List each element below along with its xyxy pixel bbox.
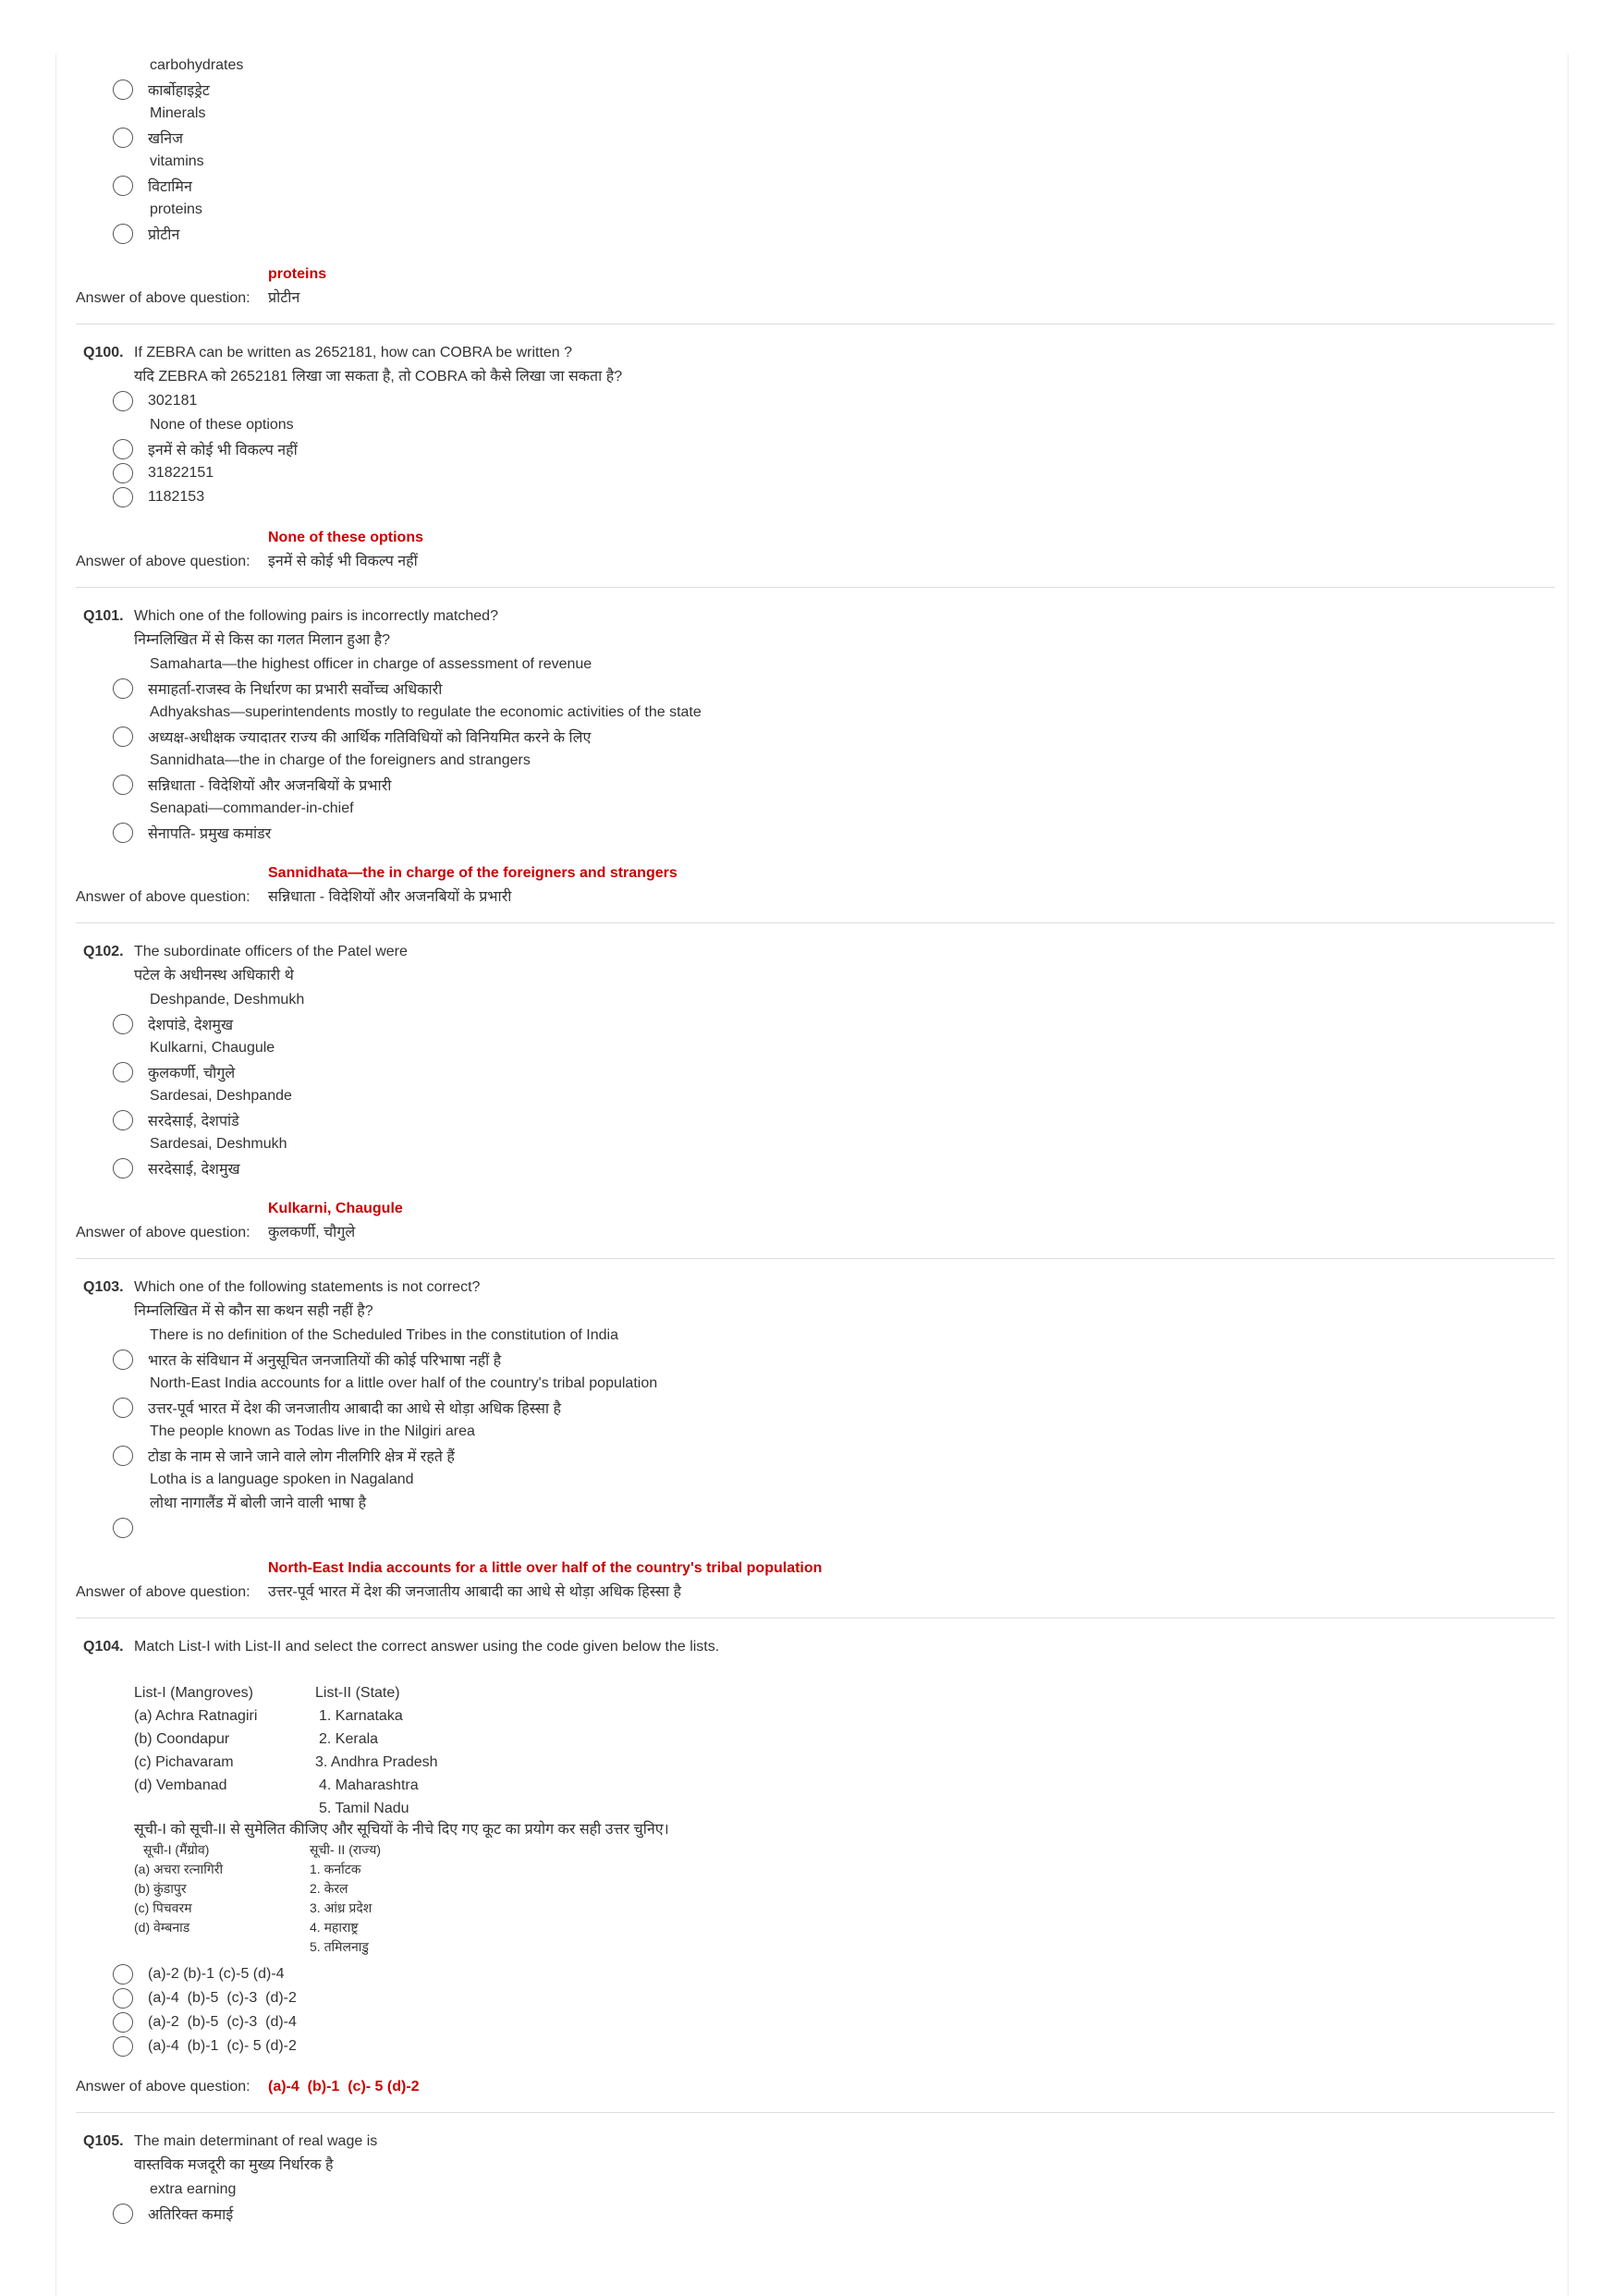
question-text-en: If ZEBRA can be written as 2652181, how can COBRA be written ? [134, 345, 573, 360]
option-row[interactable] [113, 1012, 1555, 1036]
option-hi: भारत के संविधान में अनुसूचित जनजातियों की कोई परिभाषा नहीं है [148, 1353, 502, 1369]
option-en: (a)-4 (b)-1 (c)- 5 (d)-2 [148, 2038, 297, 2054]
question-number: Q101. [83, 608, 124, 624]
option-row[interactable] [113, 2034, 1555, 2058]
answer-en: Kulkarni, Chaugule [268, 1201, 403, 1216]
divider [76, 2112, 1555, 2113]
radio-button[interactable] [113, 823, 133, 843]
option-en: (a)-2 (b)-5 (c)-3 (d)-4 [148, 2014, 297, 2030]
option-row[interactable] [113, 174, 1555, 198]
option-row[interactable] [113, 126, 1555, 150]
radio-button[interactable] [113, 463, 133, 483]
option-en: North-East India accounts for a little over half of the country's tribal population [150, 1375, 658, 1391]
option-en: The people known as Todas live in the Nilgiri area [150, 1423, 475, 1439]
option-hi: प्रोटीन [148, 227, 180, 243]
question-103 [76, 1276, 1555, 1605]
answer-label: Answer of above question: [76, 1584, 250, 1600]
option-row[interactable] [113, 773, 1555, 797]
answer-label: Answer of above question: [76, 554, 250, 569]
option-en: Adhyakshas—superintendents mostly to regulate the economic activities of the state [150, 704, 702, 720]
radio-button[interactable] [113, 1014, 133, 1034]
option-hi: सेनापति- प्रमुख कमांडर [148, 826, 272, 842]
list2-item: 1. कर्नाटक [310, 1862, 361, 1876]
radio-button[interactable] [113, 1964, 133, 1985]
list2-item: 5. तमिलनाडु [310, 1939, 369, 1954]
option-en: (a)-2 (b)-1 (c)-5 (d)-4 [148, 1966, 285, 1982]
radio-button[interactable] [113, 2036, 133, 2057]
question-100 [76, 341, 1555, 574]
radio-button[interactable] [113, 2204, 133, 2224]
option-hi: लोथा नागालैंड में बोली जाने वाली भाषा है [150, 1496, 367, 1511]
radio-button[interactable] [113, 2012, 133, 2033]
answer-hi: कुलकर्णी, चौगुले [268, 1225, 356, 1240]
option-en: carbohydrates [150, 57, 244, 73]
answer-label: Answer of above question: [76, 290, 250, 306]
divider [76, 1258, 1555, 1259]
option-row[interactable] [113, 821, 1555, 845]
radio-button[interactable] [113, 1988, 133, 2009]
option-hi: खनिज [148, 131, 183, 147]
list1-item: (d) Vembanad [134, 1777, 227, 1793]
option-hi: सरदेसाई, देशपांडे [148, 1114, 239, 1130]
divider [76, 922, 1555, 923]
answer-block [76, 263, 1555, 311]
option-hi: सन्निधाता - विदेशियों और अजनबियों के प्रभारी [148, 778, 392, 794]
option-row[interactable] [113, 222, 1555, 246]
option-row[interactable] [113, 677, 1555, 701]
radio-button[interactable] [113, 176, 133, 196]
options [113, 1324, 1555, 1540]
radio-button[interactable] [113, 439, 133, 459]
option-row[interactable] [113, 461, 1555, 485]
list2-header: सूची- II (राज्य) [310, 1842, 382, 1857]
question-102 [76, 940, 1555, 1245]
question-number: Q105. [83, 2133, 124, 2149]
list1-header: सूची-I (मैंग्रोव) [143, 1842, 210, 1857]
radio-button[interactable] [113, 1110, 133, 1130]
answer-label: Answer of above question: [76, 889, 250, 905]
question-text-hi: वास्तविक मजदूरी का मुख्य निर्धारक है [134, 2157, 334, 2173]
option-hi: कुलकर्णी, चौगुले [148, 1066, 236, 1081]
radio-button[interactable] [113, 391, 133, 411]
option-hi: अध्यक्ष-अधीक्षक ज्यादातर राज्य की आर्थिक गतिविधियों को विनियमित करने के लिए [148, 730, 592, 746]
radio-button[interactable] [113, 1350, 133, 1370]
list1-item: (a) Achra Ratnagiri [134, 1708, 258, 1724]
option-en: Lotha is a language spoken in Nagaland [150, 1472, 414, 1487]
option-row[interactable] [113, 1444, 1555, 1468]
radio-button[interactable] [113, 128, 133, 148]
answer-en: proteins [268, 266, 327, 282]
question-text-en: The subordinate officers of the Patel were [134, 944, 408, 959]
radio-button[interactable] [113, 775, 133, 795]
options [113, 988, 1555, 1180]
match-list [76, 1681, 1555, 1957]
answer-block [76, 861, 1555, 910]
answer-hi: सन्निधाता - विदेशियों और अजनबियों के प्रभारी [268, 889, 512, 905]
question-list [76, 54, 1555, 2226]
answer-en: (a)-4 (b)-1 (c)- 5 (d)-2 [268, 2079, 420, 2094]
list2-item: 2. Kerala [319, 1731, 379, 1747]
options [113, 1962, 1555, 2058]
option-row[interactable] [113, 1962, 1555, 1986]
option-row[interactable] [113, 2202, 1555, 2226]
answer-en: None of these options [268, 530, 423, 545]
option-en: Samaharta—the highest officer in charge of assessment of revenue [150, 656, 592, 672]
question-text-hi: सूची-I को सूची-II से सुमेलित कीजिए और सूचियों के नीचे दिए गए कूट का प्रयोग कर सही उत्तर चुनिए। [134, 1822, 669, 1838]
radio-button[interactable] [113, 727, 133, 747]
list1-header: List-I (Mangroves) [134, 1685, 253, 1701]
question-99 [76, 54, 1555, 311]
list1-item: (c) पिचवरम [134, 1900, 192, 1915]
option-row[interactable] [113, 485, 1555, 509]
answer-en: North-East India accounts for a little over half of the country's tribal population [268, 1560, 823, 1576]
list1-item: (c) Pichavaram [134, 1754, 234, 1770]
list1-item: (b) कुंडापुर [134, 1881, 187, 1896]
question-number: Q103. [83, 1279, 124, 1295]
radio-button[interactable] [113, 487, 133, 507]
option-row[interactable] [113, 1156, 1555, 1180]
answer-label: Answer of above question: [76, 2079, 250, 2094]
question-105 [76, 2130, 1555, 2226]
option-en: (a)-4 (b)-5 (c)-3 (d)-2 [148, 1990, 297, 2006]
answer-block [76, 2075, 1555, 2099]
option-row[interactable] [113, 2010, 1555, 2034]
option-row[interactable] [113, 1516, 1555, 1540]
option-row[interactable] [113, 1108, 1555, 1132]
list2-item: 4. महाराष्ट्र [310, 1920, 359, 1935]
radio-button[interactable] [113, 1446, 133, 1466]
list1-item [134, 1797, 315, 1820]
match-list-hi [134, 1840, 1555, 1957]
list1-item: (d) वेम्बनाड [134, 1920, 190, 1935]
answer-en: Sannidhata—the in charge of the foreigners and strangers [268, 865, 678, 881]
list1-item: (b) Coondapur [134, 1731, 230, 1747]
option-row[interactable] [113, 78, 1555, 102]
question-text-hi: पटेल के अधीनस्थ अधिकारी थे [134, 968, 294, 983]
option-hi: सरदेसाई, देशमुख [148, 1162, 240, 1178]
option-en: 1182153 [148, 489, 205, 505]
answer-hi: उत्तर-पूर्व भारत में देश की जनजातीय आबादी का आधे से थोड़ा अधिक हिस्सा है [268, 1584, 681, 1600]
answer-hi: इनमें से कोई भी विकल्प नहीं [268, 554, 418, 569]
option-hi: विटामिन [148, 179, 192, 195]
option-en: 302181 [148, 393, 198, 409]
options [113, 389, 1555, 509]
option-en: Sannidhata—the in charge of the foreigners and strangers [150, 752, 531, 768]
list2-item: 4. Maharashtra [319, 1777, 419, 1793]
answer-label: Answer of above question: [76, 1225, 250, 1240]
radio-button[interactable] [113, 224, 133, 244]
option-en: None of these options [150, 417, 294, 433]
list1-item: (a) अचरा रत्नागिरी [134, 1862, 224, 1876]
radio-button[interactable] [113, 1062, 133, 1082]
left-border [55, 54, 56, 2296]
options [113, 653, 1555, 845]
question-number: Q100. [83, 345, 124, 360]
radio-button[interactable] [113, 678, 133, 699]
question-number: Q102. [83, 944, 124, 959]
question-text-en: Which one of the following pairs is incorrectly matched? [134, 608, 498, 624]
answer-block [76, 1557, 1555, 1605]
question-text-en: The main determinant of real wage is [134, 2133, 378, 2149]
question-text-hi: यदि ZEBRA को 2652181 लिखा जा सकता है, तो COBRA को कैसे लिखा जा सकता है? [134, 369, 623, 385]
question-101 [76, 605, 1555, 910]
option-en: Deshpande, Deshmukh [150, 992, 305, 1008]
option-row[interactable] [113, 437, 1555, 461]
option-en: Sardesai, Deshmukh [150, 1136, 287, 1152]
radio-button[interactable] [113, 1518, 133, 1538]
list2-item: 3. Andhra Pradesh [315, 1754, 438, 1770]
answer-hi: प्रोटीन [268, 290, 300, 306]
option-row[interactable] [113, 1060, 1555, 1084]
list2-item: 3. आंध्र प्रदेश [310, 1900, 372, 1915]
list1-item [134, 1937, 310, 1957]
option-en: 31822151 [148, 465, 214, 481]
radio-button[interactable] [113, 1398, 133, 1418]
radio-button[interactable] [113, 1158, 133, 1179]
option-row[interactable] [113, 1986, 1555, 2010]
options [113, 2178, 1555, 2226]
option-en: Minerals [150, 105, 206, 121]
option-hi: इनमें से कोई भी विकल्प नहीं [148, 443, 298, 458]
match-list-en [134, 1681, 1555, 1820]
option-en: vitamins [150, 153, 204, 169]
option-row[interactable] [113, 725, 1555, 749]
list2-item: 2. केरल [310, 1881, 348, 1896]
option-en: Sardesai, Deshpande [150, 1088, 292, 1104]
option-hi: टोडा के नाम से जाने जाने वाले लोग नीलगिरि क्षेत्र में रहते हैं [148, 1449, 455, 1465]
option-en: proteins [150, 202, 202, 217]
question-text-hi: निम्नलिखित में से कौन सा कथन सही नहीं है? [134, 1303, 373, 1319]
option-en: Senapati—commander-in-chief [150, 800, 354, 816]
radio-button[interactable] [113, 79, 133, 100]
option-row[interactable] [113, 1348, 1555, 1372]
option-en: extra earning [150, 2181, 237, 2197]
option-hi: समाहर्ता-राजस्व के निर्धारण का प्रभारी सर्वोच्च अधिकारी [148, 682, 443, 698]
option-en: Kulkarni, Chaugule [150, 1040, 275, 1056]
option-hi: उत्तर-पूर्व भारत में देश की जनजातीय आबादी का आधे से थोड़ा अधिक हिस्सा है [148, 1401, 561, 1417]
options [113, 54, 1555, 246]
divider [76, 587, 1555, 588]
question-number: Q104. [83, 1639, 124, 1655]
question-text-en: Which one of the following statements is not correct? [134, 1279, 481, 1295]
option-hi: अतिरिक्त कमाई [148, 2207, 234, 2223]
option-hi: कार्बोहाइड्रेट [148, 83, 210, 99]
question-104 [76, 1635, 1555, 2099]
answer-block [76, 1197, 1555, 1245]
option-row[interactable] [113, 389, 1555, 413]
option-en: There is no definition of the Scheduled Tribes in the constitution of India [150, 1327, 618, 1343]
option-hi: देशपांडे, देशमुख [148, 1018, 234, 1033]
answer-block [76, 526, 1555, 574]
question-text-en: Match List-I with List-II and select the correct answer using the code given below the lists. [134, 1639, 720, 1655]
list2-item: 1. Karnataka [319, 1708, 403, 1724]
list2-header: List-II (State) [315, 1685, 400, 1701]
list2-item: 5. Tamil Nadu [319, 1801, 409, 1816]
option-row[interactable] [113, 1396, 1555, 1420]
question-text-hi: निम्नलिखित में से किस का गलत मिलान हुआ है? [134, 632, 391, 648]
right-border [1568, 54, 1569, 2296]
